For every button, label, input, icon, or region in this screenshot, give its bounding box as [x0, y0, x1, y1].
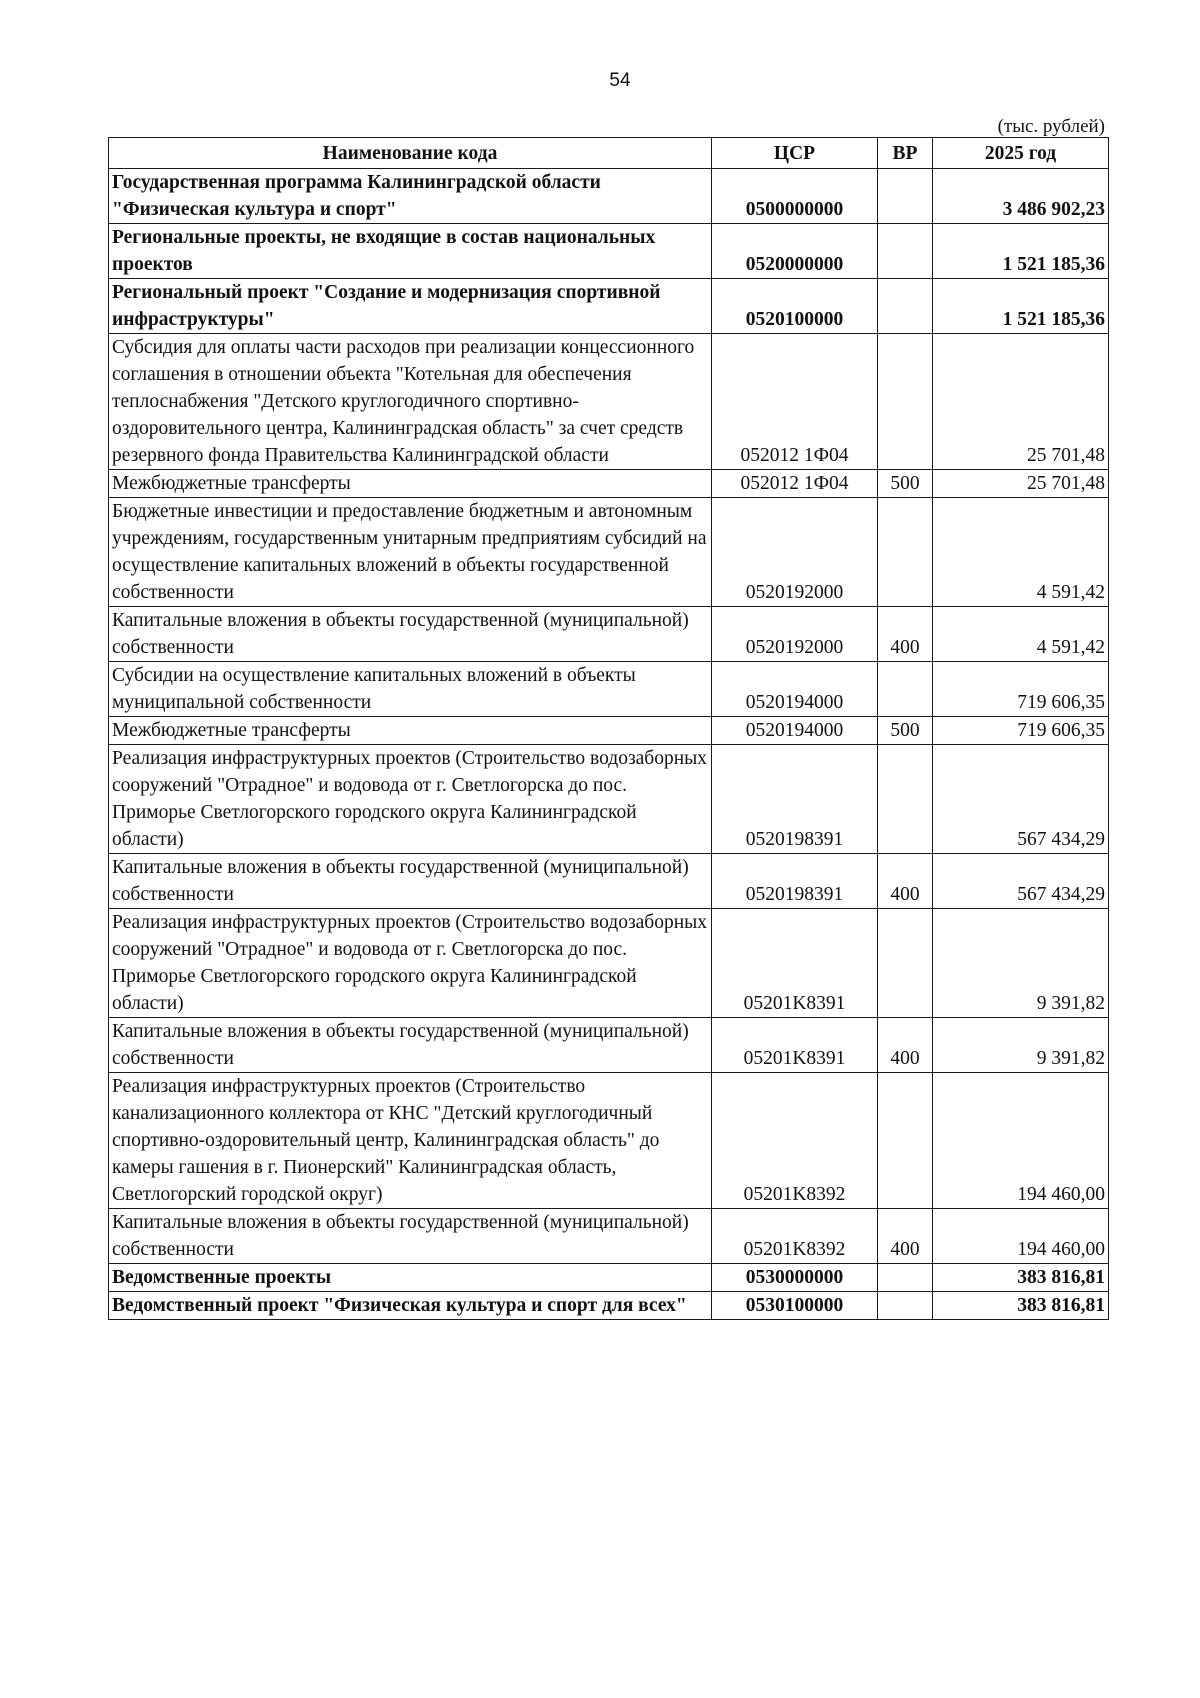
- row-vr-cell: 400: [878, 607, 933, 662]
- table-row: [109, 470, 1109, 498]
- row-csr-cell: 0520192000: [712, 498, 878, 607]
- row-vr-cell: [878, 334, 933, 470]
- row-csr-cell: 05201K8391: [712, 1018, 878, 1073]
- table-row: [109, 1018, 1109, 1073]
- row-csr-cell: 0520194000: [712, 662, 878, 717]
- row-csr-cell: 052012 1Ф04: [712, 470, 878, 498]
- row-vr-cell: [878, 1073, 933, 1209]
- row-name-cell: Региональные проекты, не входящие в состав национальных проектов: [109, 224, 712, 279]
- header-name: Наименование кода: [109, 138, 712, 169]
- row-csr-cell: 052012 1Ф04: [712, 334, 878, 470]
- row-name-cell: Капитальные вложения в объекты государственной (муниципальной) собственности: [109, 854, 712, 909]
- row-csr-cell: 0520100000: [712, 279, 878, 334]
- header-vr: ВР: [878, 138, 933, 169]
- row-csr-cell: 0520192000: [712, 607, 878, 662]
- row-name-cell: Реализация инфраструктурных проектов (Строительство канализационного коллектора от КНС "Детский круглогодичный спортивно-оздоровительный центр, Калининградская область" до камеры гашения в г. Пионерский" Калининградская область, Светлогорский городской округ): [109, 1073, 712, 1209]
- table-row: [109, 334, 1109, 470]
- row-vr-cell: 500: [878, 717, 933, 745]
- row-name-cell: Региональный проект "Создание и модернизация спортивной инфраструктуры": [109, 279, 712, 334]
- table-row: [109, 1073, 1109, 1209]
- row-name-cell: Капитальные вложения в объекты государственной (муниципальной) собственности: [109, 1209, 712, 1264]
- row-amount-cell: 25 701,48: [933, 470, 1109, 498]
- row-amount-cell: 194 460,00: [933, 1209, 1109, 1264]
- row-amount-cell: 719 606,35: [933, 717, 1109, 745]
- header-csr: ЦСР: [712, 138, 878, 169]
- row-amount-cell: 25 701,48: [933, 334, 1109, 470]
- row-amount-cell: 4 591,42: [933, 498, 1109, 607]
- row-amount-cell: 9 391,82: [933, 909, 1109, 1018]
- row-name-cell: Межбюджетные трансферты: [109, 717, 712, 745]
- table-row: [109, 169, 1109, 224]
- row-amount-cell: 4 591,42: [933, 607, 1109, 662]
- table-row: [109, 279, 1109, 334]
- row-name-cell: Капитальные вложения в объекты государственной (муниципальной) собственности: [109, 1018, 712, 1073]
- row-csr-cell: 0520194000: [712, 717, 878, 745]
- row-csr-cell: 0500000000: [712, 169, 878, 224]
- row-vr-cell: [878, 1264, 933, 1292]
- table-header-row: [109, 138, 1109, 169]
- row-name-cell: Государственная программа Калининградской области "Физическая культура и спорт": [109, 169, 712, 224]
- row-csr-cell: 0520000000: [712, 224, 878, 279]
- row-vr-cell: 400: [878, 1209, 933, 1264]
- row-csr-cell: 05201K8391: [712, 909, 878, 1018]
- table-row: [109, 909, 1109, 1018]
- table-row: [109, 1209, 1109, 1264]
- row-name-cell: Субсидия для оплаты части расходов при реализации концессионного соглашения в отношении объекта "Котельная для обеспечения теплоснабжения "Детского круглогодичного спортивно-оздоровительного центра, Калининградская область" за счет средств резервного фонда Правительства Калининградской области: [109, 334, 712, 470]
- row-csr-cell: 05201K8392: [712, 1073, 878, 1209]
- row-amount-cell: 383 816,81: [933, 1264, 1109, 1292]
- row-name-cell: Ведомственный проект "Физическая культура и спорт для всех": [109, 1292, 712, 1320]
- table-row: [109, 224, 1109, 279]
- table-row: [109, 1292, 1109, 1320]
- row-vr-cell: [878, 279, 933, 334]
- row-name-cell: Бюджетные инвестиции и предоставление бюджетным и автономным учреждениям, государственным унитарным предприятиям субсидий на осуществление капитальных вложений в объекты государственной собственности: [109, 498, 712, 607]
- row-name-cell: Реализация инфраструктурных проектов (Строительство водозаборных сооружений "Отрадное" и водовода от г. Светлогорска до пос. Приморье Светлогорского городского округа Калининградской области): [109, 909, 712, 1018]
- table-row: [109, 498, 1109, 607]
- row-name-cell: Ведомственные проекты: [109, 1264, 712, 1292]
- row-vr-cell: 400: [878, 854, 933, 909]
- row-name-cell: Реализация инфраструктурных проектов (Строительство водозаборных сооружений "Отрадное" и водовода от г. Светлогорска до пос. Приморье Светлогорского городского округа Калининградской области): [109, 745, 712, 854]
- page-number: 54: [609, 70, 631, 91]
- table-row: [109, 854, 1109, 909]
- row-name-cell: Субсидии на осуществление капитальных вложений в объекты муниципальной собственности: [109, 662, 712, 717]
- table-body: [109, 169, 1109, 1320]
- row-amount-cell: 567 434,29: [933, 745, 1109, 854]
- row-vr-cell: [878, 224, 933, 279]
- row-amount-cell: 3 486 902,23: [933, 169, 1109, 224]
- row-csr-cell: 0520198391: [712, 854, 878, 909]
- table-row: [109, 717, 1109, 745]
- header-year: 2025 год: [933, 138, 1109, 169]
- row-vr-cell: [878, 1292, 933, 1320]
- row-vr-cell: [878, 745, 933, 854]
- units-label: (тыс. рублей): [997, 116, 1105, 137]
- row-vr-cell: 500: [878, 470, 933, 498]
- table-row: [109, 1264, 1109, 1292]
- table-row: [109, 745, 1109, 854]
- row-amount-cell: 567 434,29: [933, 854, 1109, 909]
- budget-table: [108, 137, 1109, 1320]
- row-amount-cell: 194 460,00: [933, 1073, 1109, 1209]
- row-amount-cell: 1 521 185,36: [933, 224, 1109, 279]
- row-amount-cell: 9 391,82: [933, 1018, 1109, 1073]
- row-vr-cell: 400: [878, 1018, 933, 1073]
- row-amount-cell: 719 606,35: [933, 662, 1109, 717]
- row-csr-cell: 0530000000: [712, 1264, 878, 1292]
- row-vr-cell: [878, 909, 933, 1018]
- table-row: [109, 607, 1109, 662]
- row-vr-cell: [878, 169, 933, 224]
- row-name-cell: Капитальные вложения в объекты государственной (муниципальной) собственности: [109, 607, 712, 662]
- row-amount-cell: 383 816,81: [933, 1292, 1109, 1320]
- row-csr-cell: 0520198391: [712, 745, 878, 854]
- row-csr-cell: 05201K8392: [712, 1209, 878, 1264]
- row-vr-cell: [878, 498, 933, 607]
- row-vr-cell: [878, 662, 933, 717]
- row-name-cell: Межбюджетные трансферты: [109, 470, 712, 498]
- row-amount-cell: 1 521 185,36: [933, 279, 1109, 334]
- table-row: [109, 662, 1109, 717]
- row-csr-cell: 0530100000: [712, 1292, 878, 1320]
